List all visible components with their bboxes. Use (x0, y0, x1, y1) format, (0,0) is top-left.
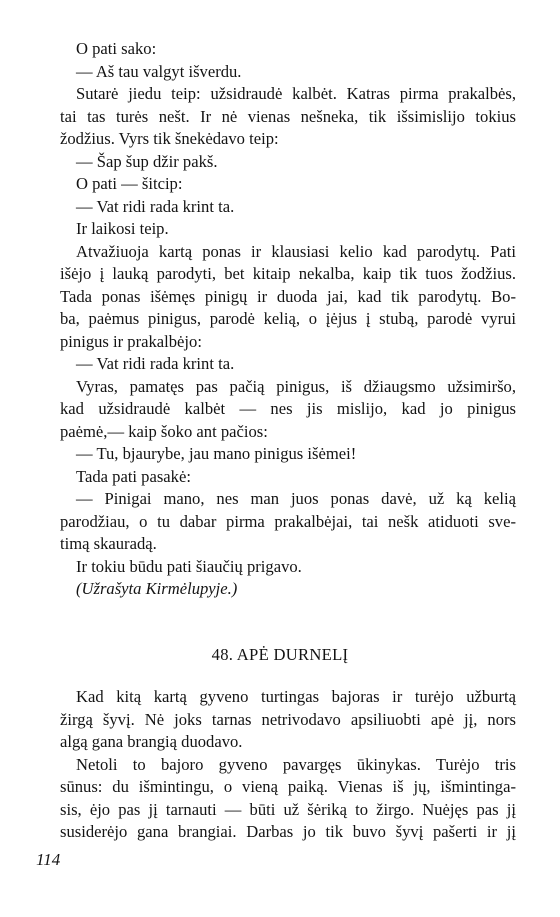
text-line: kad užsidraudė kalbėt — nes jis mislijo, kad jo pinigus (60, 399, 516, 418)
text-line: sis, ėjo pas jį tarnauti — būti už šėriką to žirgo. Nuėjęs pas jį (60, 799, 516, 819)
text-line: žodžius. Vyrs tik šnekėdavo teip: (60, 129, 279, 148)
text-line: — Šap šup džir pakš. (76, 151, 218, 171)
text-line: Vyras, pamatęs pas pačią pinigus, iš džiaugsmo užsimiršo, (76, 376, 516, 396)
text-line: paėmė,— kaip šoko ant pačios: (60, 421, 268, 441)
text-line: — Vat ridi rada krint ta. (76, 196, 235, 216)
text-line: išėjo į lauką parodyti, bet kitaip nekalba, kaip tik tuos žodžius. (60, 264, 516, 283)
text-line: parodžiau, o tu dabar pirma prakalbėjai, tai nešk atiduoti sve- (60, 511, 516, 531)
text-line: žirgą šyvį. Nė joks tarnas netrivodavo apsiliuobti apė jį, nors (60, 709, 516, 729)
text-line: susiderėjo gana brangiai. Darbas jo tik buvo šyvį pašerti ir jį (60, 822, 516, 841)
text-line: tai tas turės nešt. Ir nė vienas nešneka, tik išsimislijo tokius (60, 106, 516, 126)
page-number: 114 (36, 850, 61, 869)
text-line: Sutarė jiedu teip: užsidraudė kalbėt. Katras pirma prakalbės, (76, 84, 516, 103)
text-line: — Tu, bjaurybe, jau mano pinigus išėmei! (76, 444, 357, 463)
text-line: sūnus: du išmintingu, o vieną paiką. Vienas iš jų, išmintinga- (60, 777, 516, 796)
text-line: O pati — šitcip: (76, 174, 183, 193)
text-line: — Vat ridi rada krint ta. (76, 354, 235, 373)
text-line: Netoli to bajoro gyveno pavargęs ūkinykas. Turėjo tris (76, 754, 516, 774)
text-line: timą skauradą. (60, 534, 157, 553)
text-line: Kad kitą kartą gyveno turtingas bajoras ir turėjo užburtą (76, 687, 516, 706)
text-line: pinigus ir prakalbėjo: (60, 331, 202, 351)
text-line: algą gana brangią duodavo. (60, 732, 243, 751)
text-line: Ir laikosi teip. (76, 219, 169, 238)
text-line: O pati sako: (76, 39, 157, 58)
next-story-text (60, 686, 516, 844)
story-text (60, 38, 516, 578)
text-line: Tada pati pasakė: (76, 466, 191, 486)
text-line: Ir tokiu būdu pati šiaučių prigavo. (76, 556, 302, 576)
recording-note: (Užrašyta Kirmėlupyje.) (76, 579, 238, 598)
text-line: ba, paėmus pinigus, parodė kelią, o įėjus į stubą, parodė vyrui (60, 309, 516, 328)
text-line: Tada ponas išėmęs pinigų ir duoda jai, kad tik parodytų. Bo- (60, 286, 516, 306)
text-line: Atvažiuoja kartą ponas ir klausiasi kelio kad parodytų. Pati (76, 241, 516, 261)
text-line: — Aš tau valgyt išverdu. (76, 61, 242, 81)
text-line: — Pinigai mano, nes man juos ponas davė, už ką kelią (76, 489, 516, 508)
chapter-heading: 48. APĖ DURNELĮ (211, 645, 349, 664)
